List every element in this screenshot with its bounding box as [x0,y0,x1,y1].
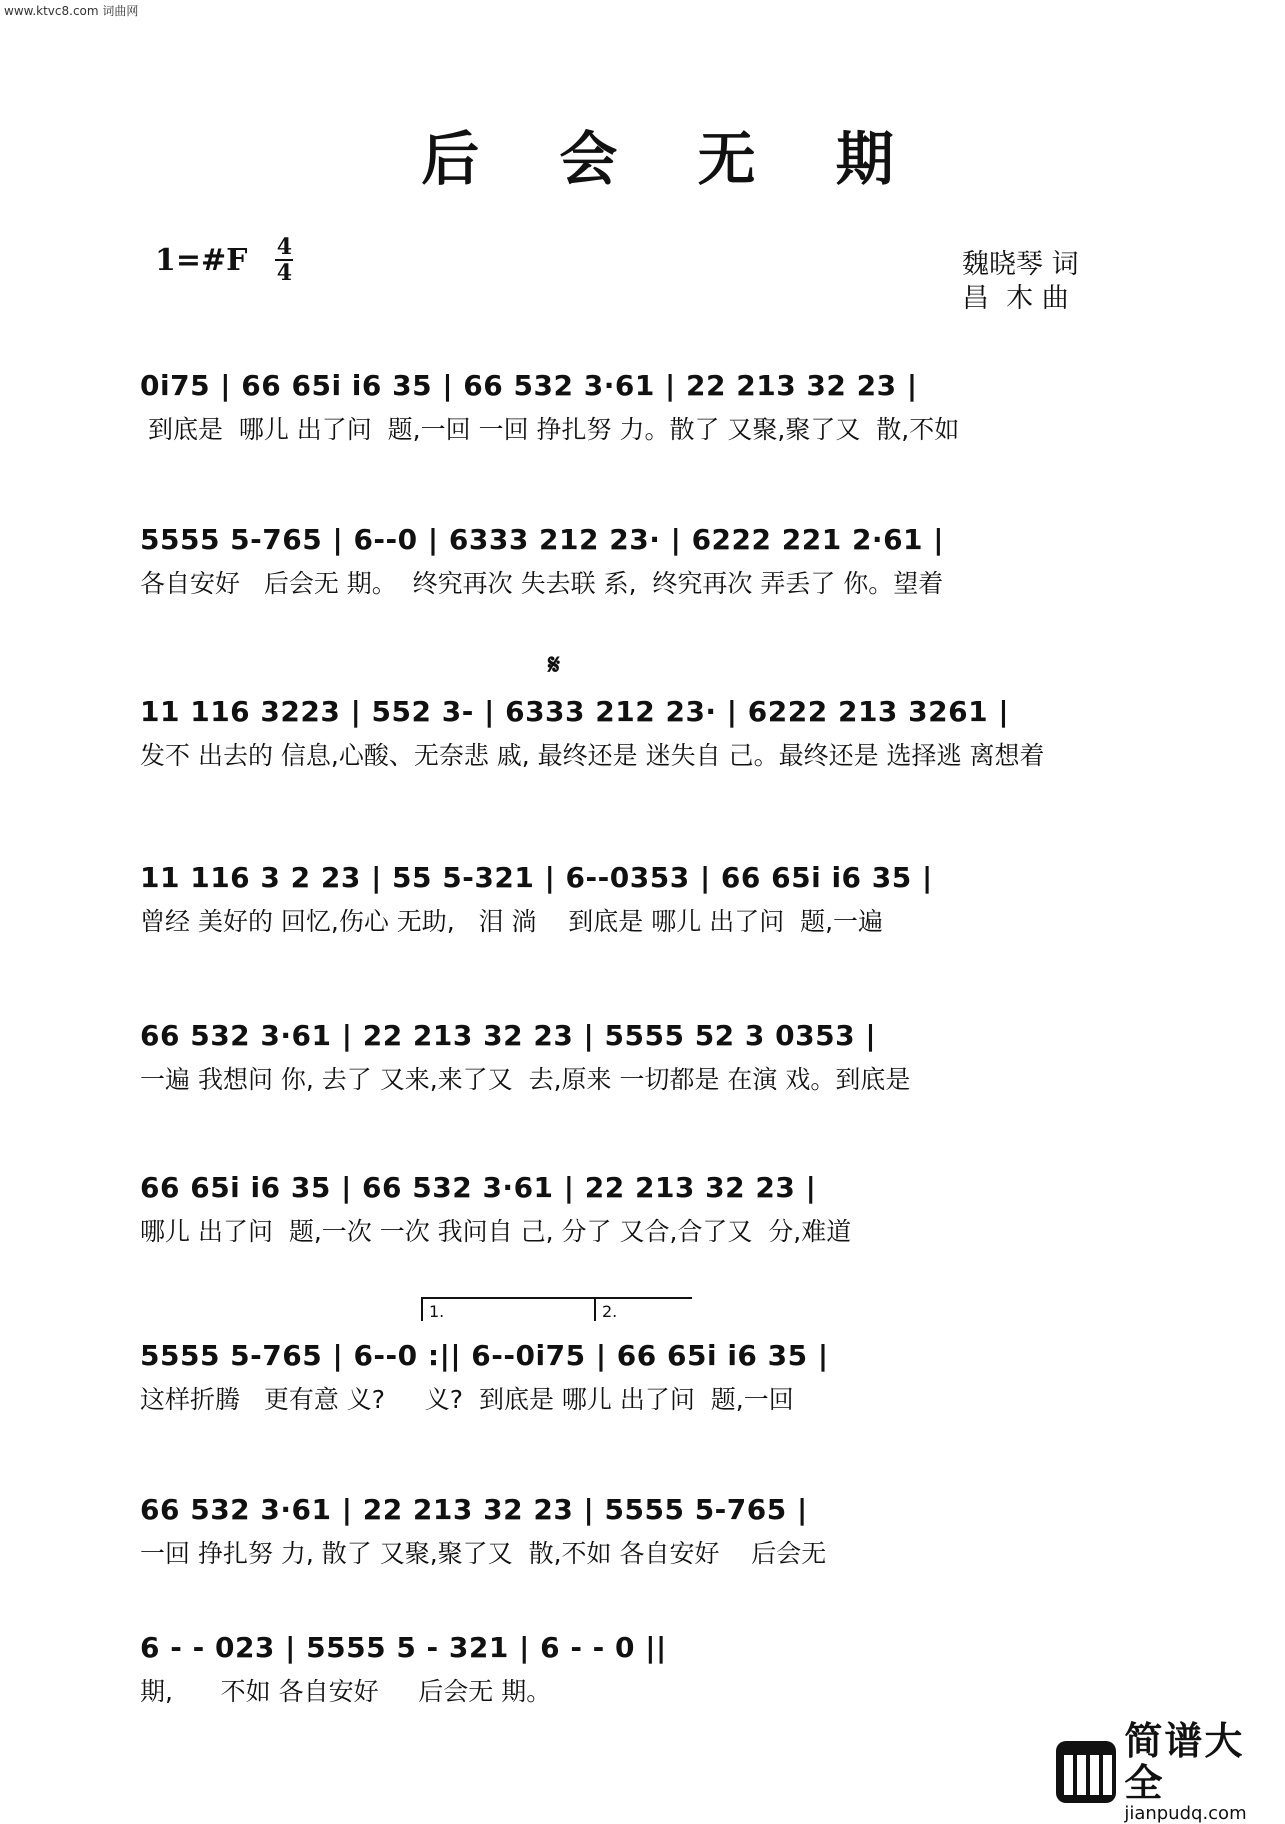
notation-line: 11 116 3223 | 552 3- | 6333 212 23· | 6222 213 3261 | [140,695,1010,728]
volta-second-ending [594,1297,692,1321]
credits [962,248,1079,316]
notation-line: 5555 5-765 | 6--0 | 6333 212 23· | 6222 221 2·61 | [140,523,945,556]
notation-line: 5555 5-765 | 6--0 :|| 6--0i75 | 66 65i i6 35 | [140,1339,829,1372]
lyrics-line: 各自安好 后会无 期。 终究再次 失去联 系, 终究再次 弄丢了 你。望着 [140,569,944,598]
piano-icon [1056,1741,1116,1803]
lyrics-line: 一遍 我想问 你, 去了 又来,来了又 去,原来 一切都是 在演 戏。到底是 [140,1065,911,1094]
notation-line: 66 532 3·61 | 22 213 32 23 | 5555 5-765 | [140,1493,808,1526]
volta-second-label: 2. [602,1302,618,1321]
volta-first-label: 1. [429,1302,445,1321]
notation-line: 66 65i i6 35 | 66 532 3·61 | 22 213 32 23 | [140,1171,817,1204]
key-signature [155,236,293,284]
notation-line: 6 - - 023 | 5555 5 - 321 | 6 - - 0 || [140,1631,667,1664]
composer-credit: 昌 木 曲 [962,283,1069,314]
lyrics-line: 到底是 哪儿 出了问 题,一回 一回 挣扎努 力。散了 又聚,聚了又 散,不如 [140,415,960,444]
notation-line: 66 532 3·61 | 22 213 32 23 | 5555 52 3 0353 | [140,1019,877,1052]
time-signature-bottom: 4 [276,260,293,286]
lyricist-credit: 魏晓琴 词 [962,249,1079,280]
volta-first-ending [421,1297,597,1321]
lyrics-line: 期, 不如 各自安好 后会无 期。 [140,1677,552,1706]
notation-line: 0i75 | 66 65i i6 35 | 66 532 3·61 | 22 213 32 23 | [140,369,918,402]
site-watermark: www.ktvc8.com 词曲网 [4,4,139,18]
lyrics-line: 一回 挣扎努 力, 散了 又聚,聚了又 散,不如 各自安好 后会无 [140,1539,827,1568]
song-title: 后 会 无 期 [421,125,924,193]
key-label: 1=#F [155,242,248,278]
segno-sign: 𝄋 [548,648,561,681]
lyrics-line: 哪儿 出了问 题,一次 一次 我问自 己, 分了 又合,合了又 分,难道 [140,1217,852,1246]
notation-line: 11 116 3 2 23 | 55 5-321 | 6--0353 | 66 65i i6 35 | [140,861,933,894]
lyrics-line: 曾经 美好的 回忆,伤心 无助, 泪 淌 到底是 哪儿 出了问 题,一遍 [140,907,884,936]
site-logo [1056,1719,1280,1824]
logo-url: jianpudq.com [1124,1803,1247,1824]
lyrics-line: 这样折腾 更有意 义? 义? 到底是 哪儿 出了问 题,一回 [140,1385,794,1414]
logo-title: 简谱大全 [1124,1719,1245,1805]
time-signature [275,236,293,284]
time-signature-top: 4 [276,234,293,260]
lyrics-line: 发不 出去的 信息,心酸、无奈悲 戚, 最终还是 迷失自 己。最终还是 选择逃 离想着 [140,741,1045,770]
